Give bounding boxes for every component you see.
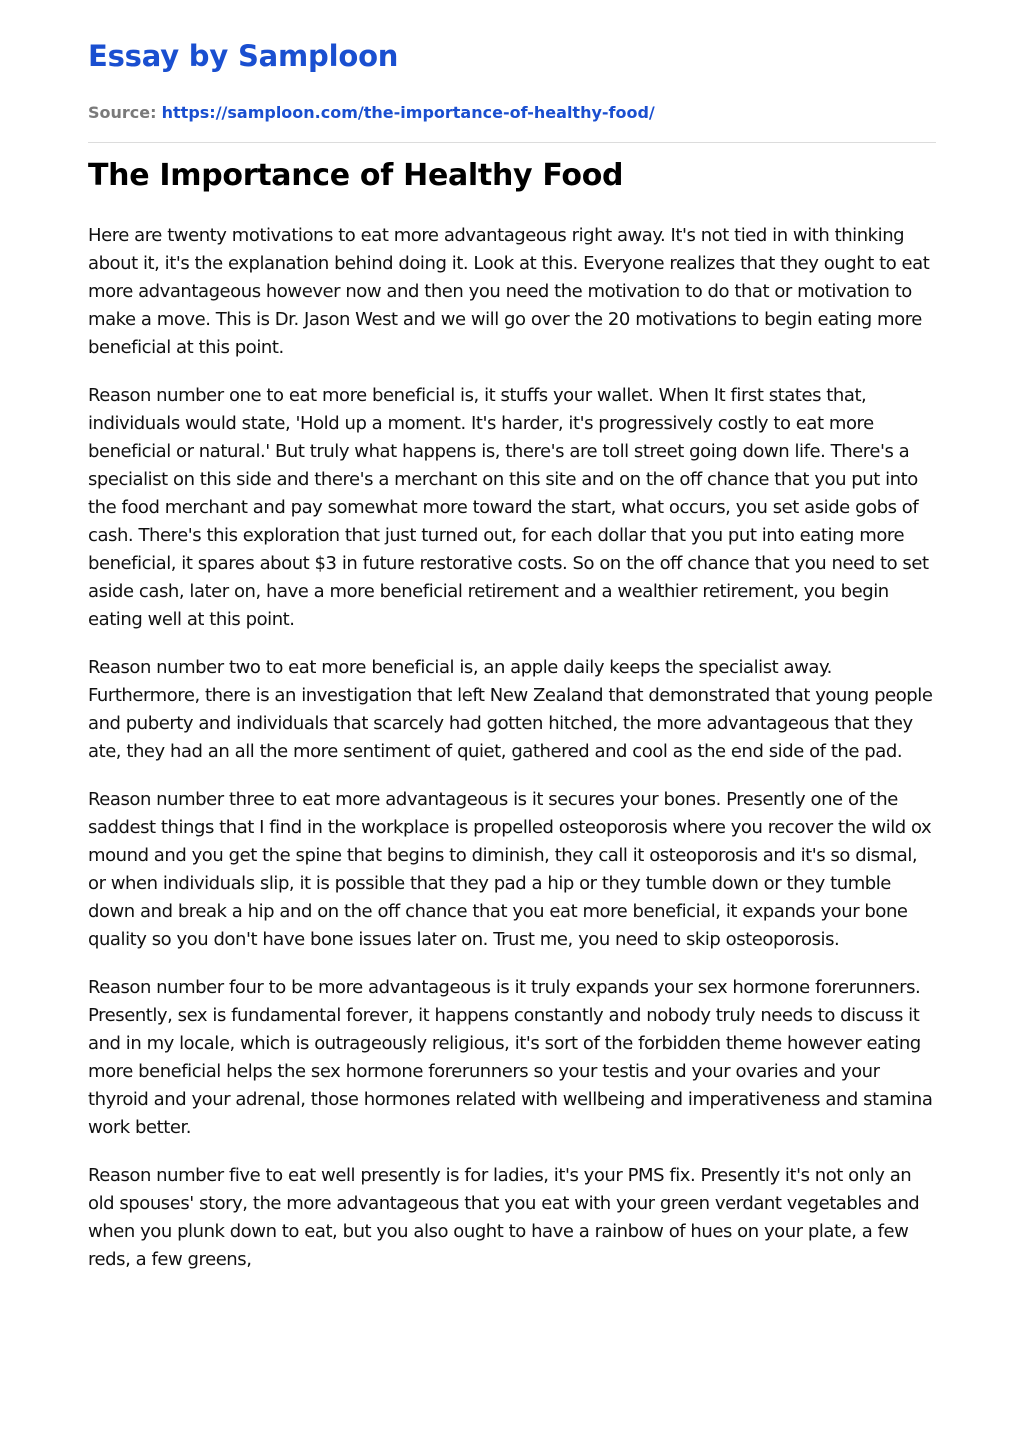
essay-title: The Importance of Healthy Food [88,158,624,193]
source-line [88,101,655,125]
source-label: Source: [88,103,157,122]
essay-paragraph: Reason number five to eat well presently is for ladies, it's your PMS fix. Presently it's not only an old spouses' story, the more advantageous that you eat with your green verdant vegetables and when you plunk down to eat, but you also ought to have a rainbow of hues on your plate, a few reds, a few greens, [88,1165,920,1270]
essay-paragraph: Here are twenty motivations to eat more advantageous right away. It's not tied in with thinking about it, it's the explanation behind doing it. Look at this. Everyone realizes that they ought to eat more advantageous however now and then you need the motivation to do that or motivation to make a move. This is Dr. Jason West and we will go over the 20 motivations to begin eating more beneficial at this point. [88,225,930,358]
source-link[interactable]: https://samploon.com/the-importance-of-healthy-food/ [161,103,655,122]
essay-paragraph: Reason number three to eat more advantageous is it secures your bones. Presently one of the saddest things that I find in the workplace is propelled osteoporosis where you recover the wild ox mound and you get the spine that begins to diminish, they call it osteoporosis and it's so dismal, or when individuals slip, it is possible that they pad a hip or they tumble down or they tumble down and break a hip and on the off chance that you eat more beneficial, it expands your bone quality so you don't have bone issues later on. Trust me, you need to skip osteoporosis. [88,789,932,950]
essay-paragraph: Reason number two to eat more beneficial is, an apple daily keeps the specialist away. Furthermore, there is an investigation that left New Zealand that demonstrated that young people and puberty and individuals that scarcely had gotten hitched, the more advantageous that they ate, they had an all the more sentiment of quiet, gathered and cool as the end side of the pad. [88,657,933,762]
essay-paragraph: Reason number four to be more advantageous is it truly expands your sex hormone forerunners. Presently, sex is fundamental forever, it happens constantly and nobody truly needs to discuss it and in my locale, which is outrageously religious, it's sort of the forbidden theme however eating more beneficial helps the sex hormone forerunners so your testis and your ovaries and your thyroid and your adrenal, those hormones related with wellbeing and imperativeness and stamina work better. [88,977,933,1138]
essay-paragraph: Reason number one to eat more beneficial is, it stuffs your wallet. When It first states that, individuals would state, 'Hold up a moment. It's harder, it's progressively costly to eat more beneficial or natural.' But truly what happens is, there's are toll street going down life. There's a specialist on this side and there's a merchant on this site and on the off chance that you put into the food merchant and pay somewhat more toward the start, what occurs, you set aside gobs of cash. There's this exploration that just turned out, for each dollar that you put into eating more beneficial, it spares about $3 in future restorative costs. So on the off chance that you need to set aside cash, later on, have a more beneficial retirement and a wealthier retirement, you begin eating well at this point. [88,385,929,630]
essay-body [88,222,936,1294]
brand-title: Essay by Samploon [88,39,399,73]
header-divider [88,142,936,143]
